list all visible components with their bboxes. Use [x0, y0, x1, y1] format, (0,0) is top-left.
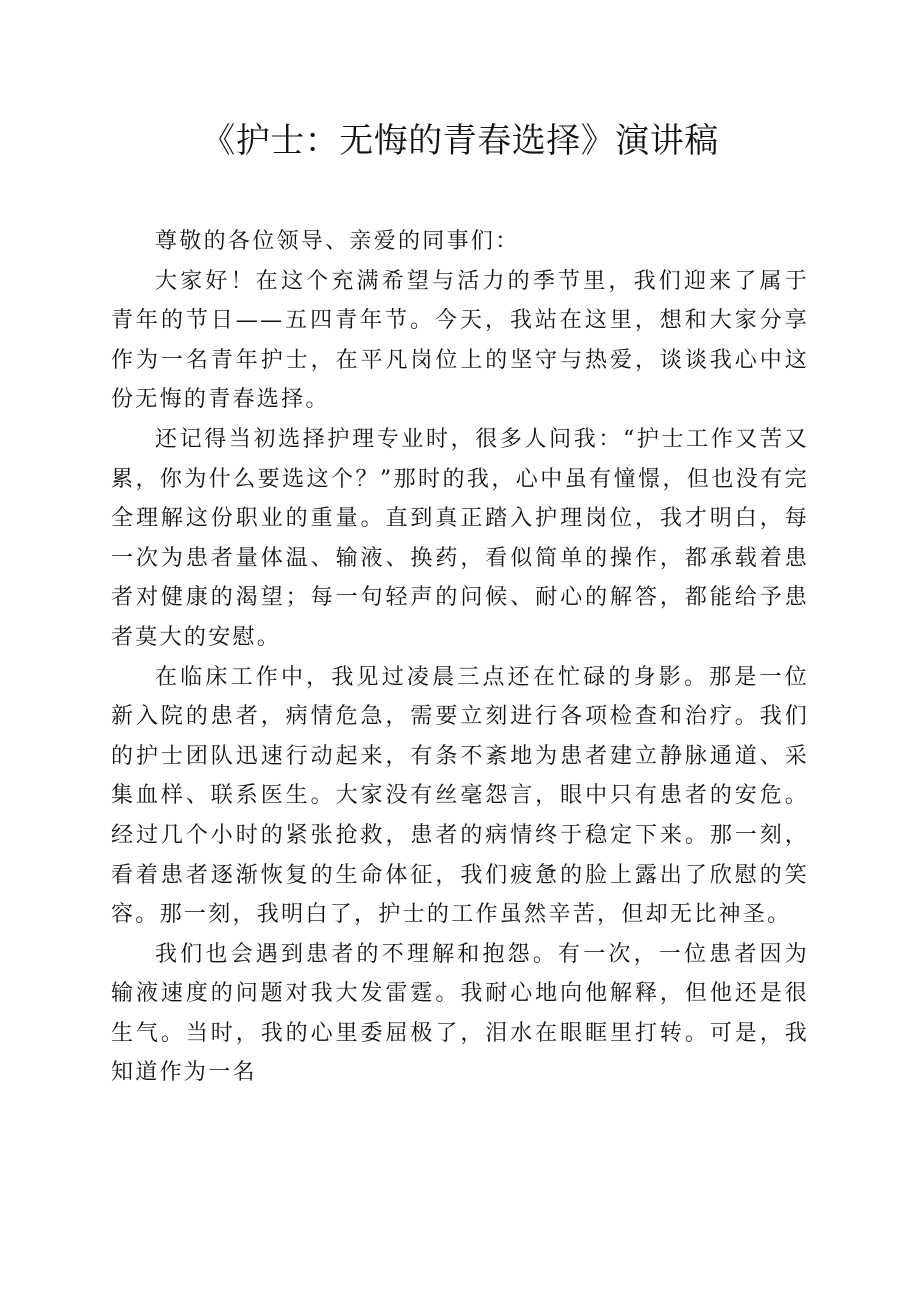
- paragraph-misunderstanding: 我们也会遇到患者的不理解和抱怨。有一次，一位患者因为输液速度的问题对我大发雷霆。我耐心地向他解释，但他还是很生气。当时，我的心里委屈极了，泪水在眼眶里打转。可是，我知道作为一名: [111, 941, 809, 1086]
- paragraph-choice: 还记得当初选择护理专业时，很多人问我：“护士工作又苦又累，你为什么要选这个？”那时的我，心中虽有憧憬，但也没有完全理解这份职业的重量。直到真正踏入护理岗位，我才明白，每一次为患者量体温、输液、换药，看似简单的操作，都承载着患者对健康的渴望；每一句轻声的问候、耐心的解答，都能给予患者莫大的安慰。: [111, 426, 809, 650]
- document-title: 《护士：无悔的青春选择》演讲稿: [201, 121, 719, 161]
- document-body: [111, 222, 809, 1093]
- paragraph-salutation: 尊敬的各位领导、亲爱的同事们：: [155, 229, 520, 254]
- paragraph-greeting: 大家好！在这个充满希望与活力的季节里，我们迎来了属于青年的节日——五四青年节。今天，我站在这里，想和大家分享作为一名青年护士，在平凡岗位上的坚守与热爱，谈谈我心中这份无悔的青春选择。: [111, 268, 809, 413]
- paragraph-clinical-work: 在临床工作中，我见过凌晨三点还在忙碌的身影。那是一位新入院的患者，病情危急，需要立刻进行各项检查和治疗。我们的护士团队迅速行动起来，有条不紊地为患者建立静脉通道、采集血样、联系医生。大家没有丝毫怨言，眼中只有患者的安危。经过几个小时的紧张抢救，患者的病情终于稳定下来。那一刻，看着患者逐渐恢复的生命体征，我们疲惫的脸上露出了欣慰的笑容。那一刻，我明白了，护士的工作虽然辛苦，但却无比神圣。: [111, 664, 809, 928]
